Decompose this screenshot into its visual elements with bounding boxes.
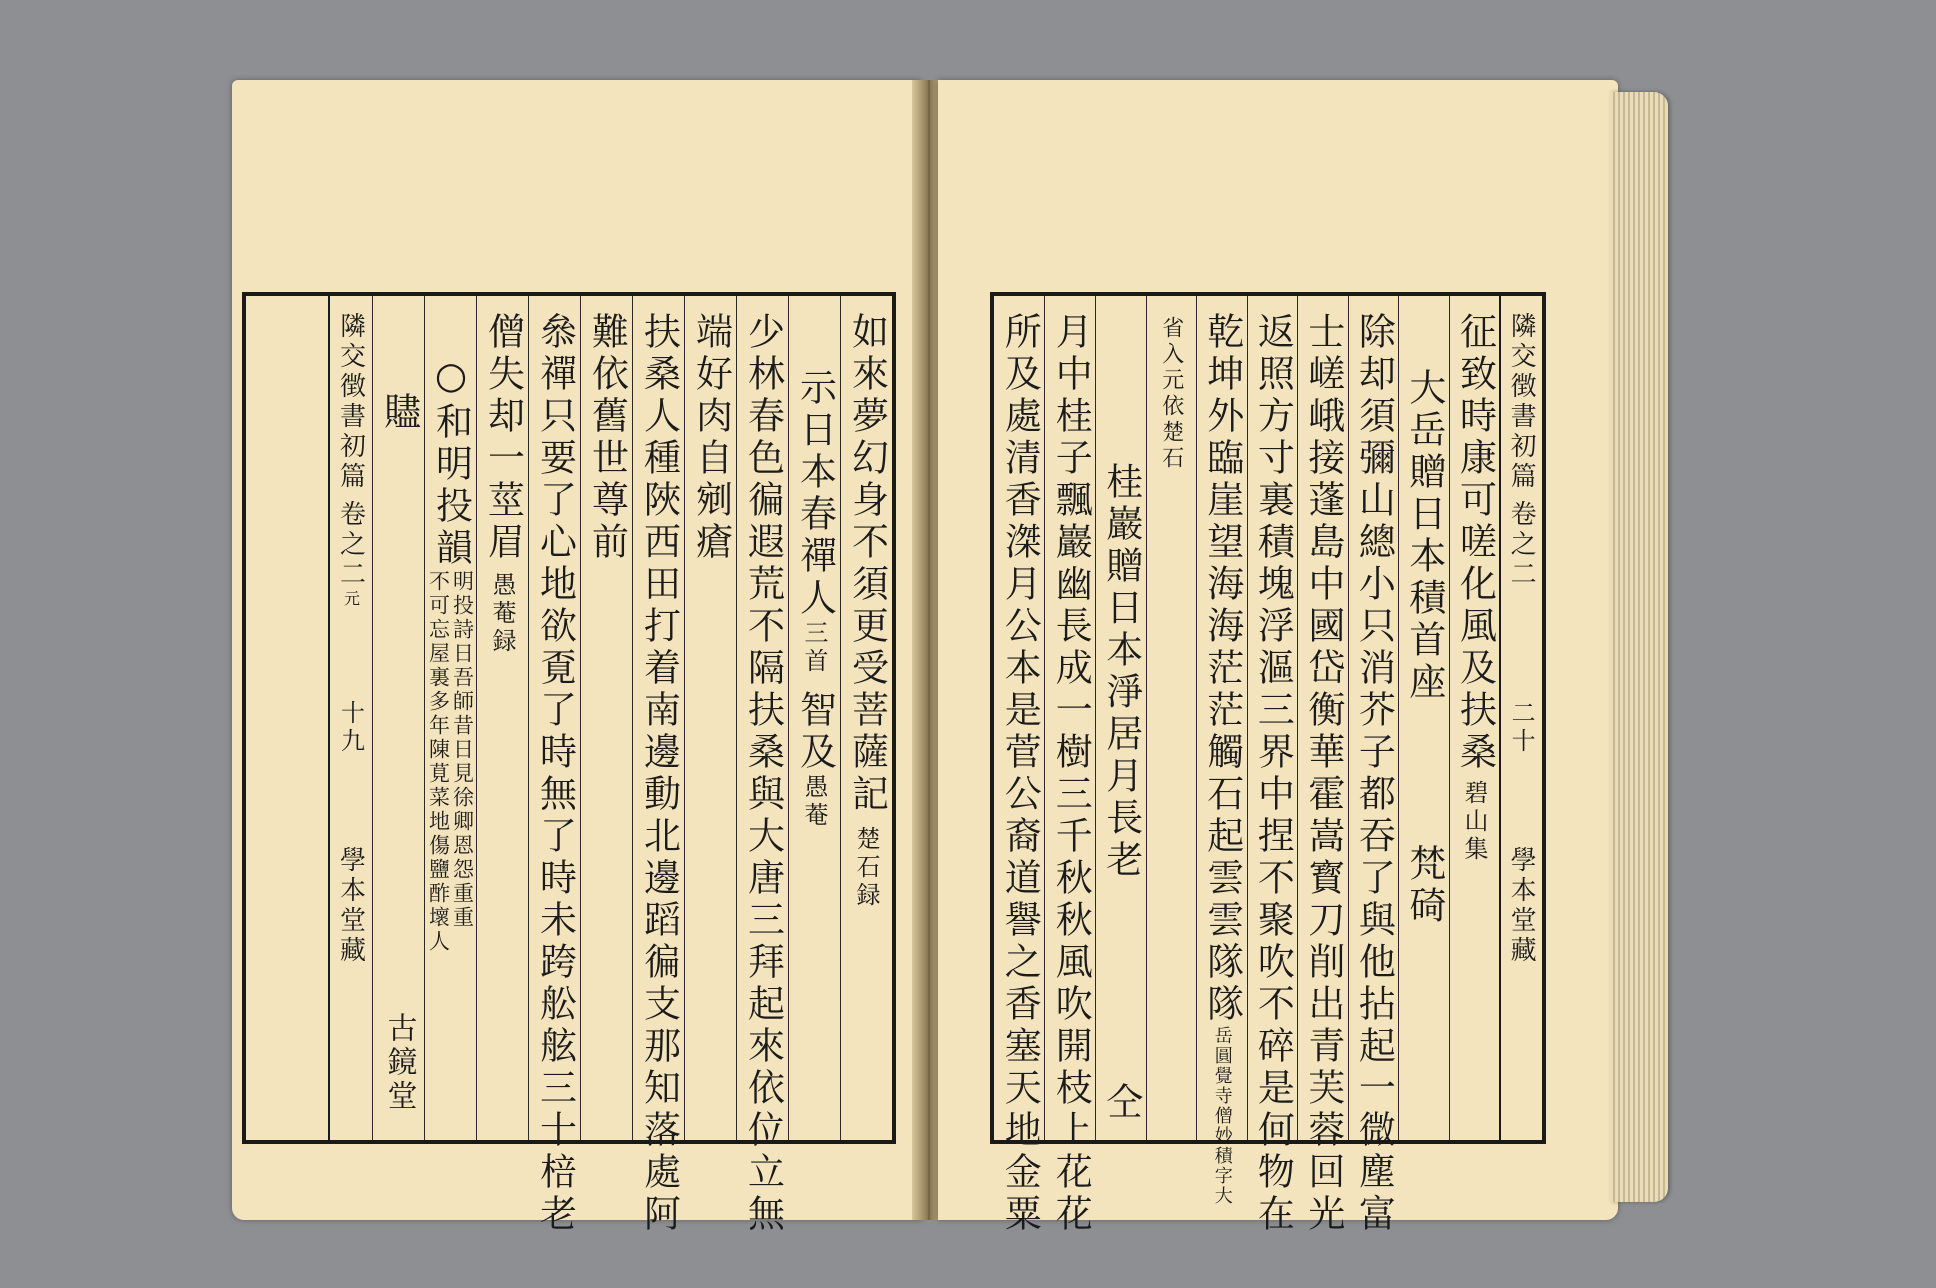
right-page [938, 80, 1618, 1236]
column-text: 乾坤外臨崖望海海茫茫觸石起雲雲隊隊 [1200, 312, 1244, 1026]
column-text: 僧失却一莖眉 [481, 312, 525, 564]
column-heading: 大岳贈日本積首座 [1402, 368, 1446, 704]
column-heading: 示日本春禪人 [793, 368, 837, 620]
text-column [1398, 296, 1449, 1140]
text-column [424, 296, 476, 1140]
text-column [1247, 296, 1298, 1236]
margin-volume: 卷之二 [335, 500, 366, 590]
column-text: 如來夢幻身不須更受菩薩記 [845, 312, 889, 816]
text-column [1449, 296, 1500, 1140]
column-text: 返照方寸裏積塊浮漚三界中捏不聚吹不碎是何物在 [1251, 312, 1295, 1236]
margin-title: 隣交徴書初篇 [1506, 312, 1537, 492]
block-center-margin [1499, 296, 1542, 1140]
column-text: 叅禪只要了心地欲覔了時無了時未跨舩舷三十棓老 [533, 312, 577, 1236]
right-text-frame [990, 292, 1546, 1236]
left-text-frame [242, 292, 896, 1236]
text-column [840, 296, 892, 1140]
column-heading: 桂巖贈日本淨居月長老 [1099, 462, 1143, 882]
interlinear-note: 岳圓覺寺僧妙積字大 [1211, 1026, 1233, 1206]
margin-title: 隣交徴書初篇 [335, 312, 366, 492]
column-text: 士嵯峨接蓬島中國岱衡華霍嵩寳刀削出青芙蓉回光 [1301, 312, 1345, 1236]
source-note: 楚石録 [852, 826, 880, 910]
text-column [1044, 296, 1095, 1236]
text-column [632, 296, 684, 1236]
margin-publisher: 學本堂藏 [1506, 846, 1537, 966]
text-column [476, 296, 528, 1140]
block-center-margin [328, 296, 372, 1140]
text-column [1146, 296, 1197, 1140]
column-text: 端好肉自剜瘡 [689, 312, 733, 564]
column-text: 征致時康可嗟化風及扶桑 [1453, 312, 1497, 774]
text-column [994, 296, 1045, 1236]
count-note: 三首 [800, 620, 828, 676]
column-text: 少林春色徧遐荒不隔扶桑與大唐三拜起來依位立無 [741, 312, 785, 1236]
text-column [1297, 296, 1348, 1236]
interlinear-note: 省入元依楚石 [1158, 316, 1184, 472]
author-name: 智及 [793, 690, 837, 774]
column-text: 月中桂子飄巖幽長成一樹三千秋秋風吹開枝上花花 [1049, 312, 1093, 1236]
column-heading: ○和明投韻 [429, 354, 473, 570]
column-text: 贐 [377, 392, 421, 434]
margin-leaf: 元 [341, 590, 361, 610]
author-note: 愚菴 [800, 774, 828, 830]
text-column [736, 296, 788, 1236]
text-column [1095, 296, 1146, 1140]
text-column [684, 296, 736, 1140]
column-text: 除却須彌山總小只消芥子都吞了與他拈起一微塵富 [1352, 312, 1396, 1236]
margin-leaf-number: 十九 [336, 700, 365, 756]
author-name: 仝 [1099, 1082, 1143, 1124]
note-line-right: 明投詩日吾師昔日見徐卿恩怨重重 [450, 570, 475, 930]
text-column [528, 296, 580, 1236]
studio-name: 古鏡堂 [381, 1012, 417, 1114]
page-edges [1610, 92, 1668, 1202]
column-text: 扶桑人種陜西田打着南邊動北邊蹈徧支那知落處阿 [637, 312, 681, 1236]
source-note: 愚菴録 [488, 572, 516, 656]
source-note: 碧山集 [1459, 780, 1488, 864]
margin-publisher: 學本堂藏 [335, 846, 366, 966]
author-name: 梵碕 [1402, 844, 1446, 928]
left-page [232, 80, 922, 1236]
text-column [1196, 296, 1247, 1206]
column-text: 難依舊世尊前 [585, 312, 629, 564]
text-column [372, 296, 424, 1140]
text-column [788, 296, 840, 1140]
text-column [580, 296, 632, 1140]
column-text: 所及處清香滐月公本是菅公裔道譽之香塞天地金粟 [998, 312, 1042, 1236]
text-column [1348, 296, 1399, 1236]
margin-leaf-number: 二十 [1507, 700, 1536, 756]
interlinear-note [427, 570, 475, 954]
margin-volume: 卷之二 [1506, 500, 1537, 590]
note-line-left: 不可忘屋裏多年陳莧菜地傷鹽酢壞人 [426, 570, 451, 954]
